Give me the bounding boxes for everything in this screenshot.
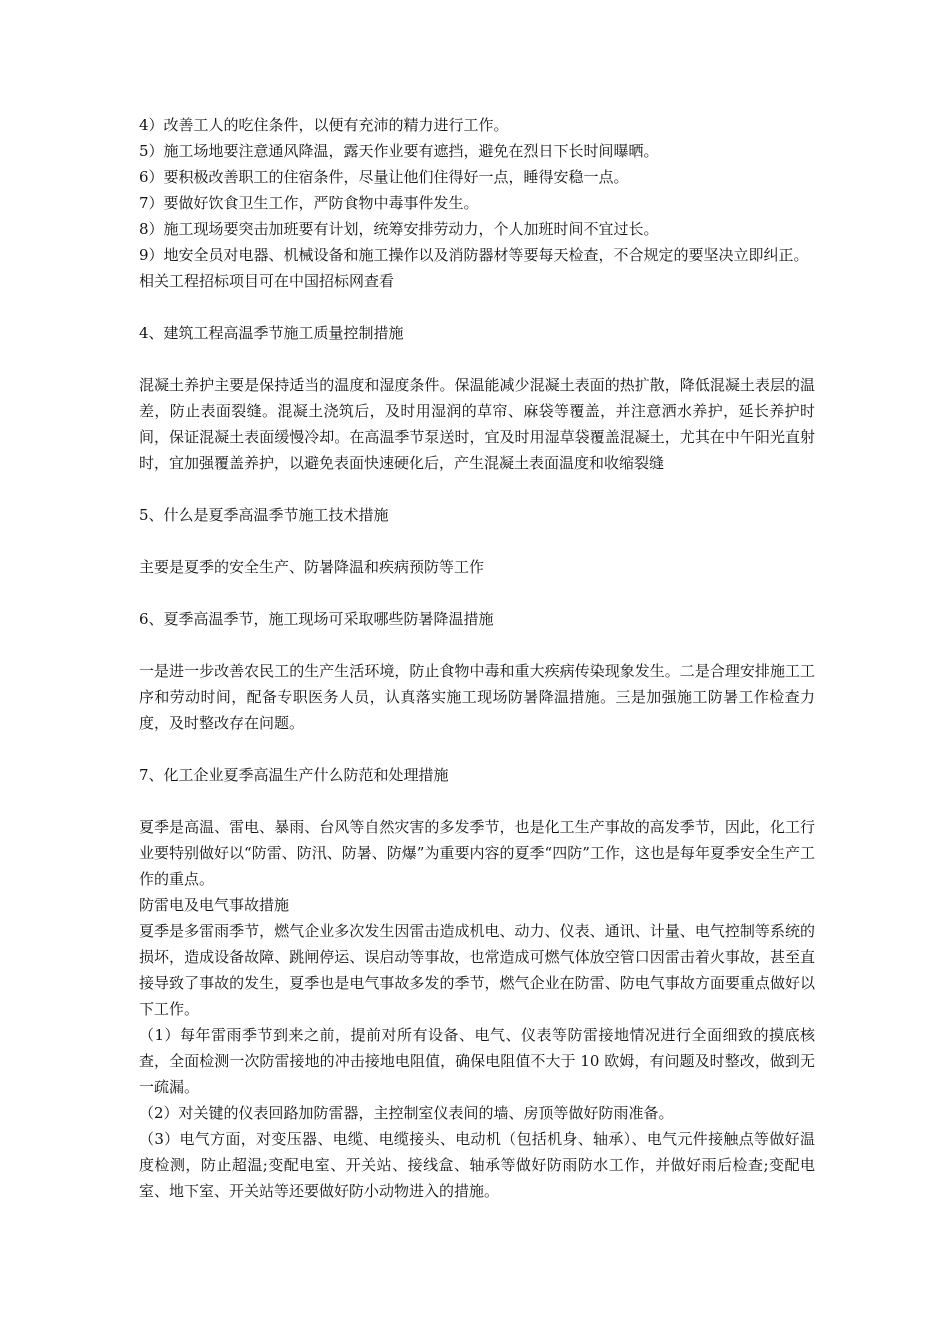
subsection-item: （3）电气方面，对变压器、电缆、电缆接头、电动机（包括机身、轴承）、电气元件接触点等做好温度检测，防止超温;变配电室、开关站、接线盒、轴承等做好防雨防水工作，并做好雨后检查;变配电室、地下室、开关站等还要做好防小动物进入的措施。: [139, 1130, 815, 1200]
document-page: [139, 112, 815, 1204]
list-item: 8）施工现场要突击加班要有计划，统筹安排劳动力，个人加班时间不宜过长。: [139, 220, 659, 238]
section-5: [139, 502, 815, 580]
subsection-intro: 夏季是多雷雨季节，燃气企业多次发生因雷击造成机电、动力、仪表、通讯、计量、电气控制等系统的损坏，造成设备故障、跳闸停运、误启动等事故，也常造成可燃气体放空管口因雷击着火事故，甚至直接导致了事故的发生，夏季也是电气事故多发的季节，燃气企业在防雷、防电气事故方面要重点做好以下工作。: [139, 922, 815, 1018]
reference-line: 相关工程招标项目可在中国招标网查看: [139, 272, 395, 290]
list-item: 6）要积极改善职工的住宿条件，尽量让他们住得好一点，睡得安稳一点。: [139, 168, 629, 186]
subsection-item: （1）每年雷雨季节到来之前，提前对所有设备、电气、仪表等防雷接地情况进行全面细致的摸底核查，全面检测一次防雷接地的冲击接地电阻值，确保电阻值不大于 10 欧姆，有问题及时整改，做到无一疏漏。: [139, 1026, 815, 1096]
list-item: 4）改善工人的吃住条件，以便有充沛的精力进行工作。: [139, 116, 509, 134]
section-6: [139, 606, 815, 736]
section-body: 夏季是高温、雷电、暴雨、台风等自然灾害的多发季节，也是化工生产事故的高发季节，因此，化工行业要特别做好以“防雷、防汛、防暑、防爆”为重要内容的夏季“四防”工作，这也是每年夏季安全生产工作的重点。: [139, 818, 815, 888]
section-heading: 6、夏季高温季节，施工现场可采取哪些防暑降温措施: [139, 610, 494, 628]
section-body: 一是进一步改善农民工的生产生活环境，防止食物中毒和重大疾病传染现象发生。二是合理安排施工工序和劳动时间，配备专职医务人员，认真落实施工现场防暑降温措施。三是加强施工防暑工作检查力度，及时整改存在问题。: [139, 662, 815, 732]
section-7: [139, 762, 815, 1204]
section-heading: 7、化工企业夏季高温生产什么防范和处理措施: [139, 766, 449, 784]
subsection-item: （2）对关键的仪表回路加防雷器，主控制室仪表间的墙、房顶等做好防雨准备。: [139, 1104, 674, 1122]
section-heading: 4、建筑工程高温季节施工质量控制措施: [139, 324, 404, 342]
list-item: 5）施工场地要注意通风降温，露天作业要有遮挡，避免在烈日下长时间曝晒。: [139, 142, 659, 160]
list-item: 7）要做好饮食卫生工作，严防食物中毒事件发生。: [139, 194, 479, 212]
section-4: [139, 320, 815, 476]
section-body: 主要是夏季的安全生产、防暑降温和疾病预防等工作: [139, 558, 485, 576]
section-heading: 5、什么是夏季高温季节施工技术措施: [139, 506, 389, 524]
section-body: 混凝土养护主要是保持适当的温度和湿度条件。保温能减少混凝土表面的热扩散，降低混凝土表层的温差，防止表面裂缝。混凝土浇筑后，及时用湿润的草帘、麻袋等覆盖，并注意洒水养护，延长养护时间，保证混凝土表面缓慢冷却。在高温季节泵送时，宜及时用湿草袋覆盖混凝土，尤其在中午阳光直射时，宜加强覆盖养护，以避免表面快速硬化后，产生混凝土表面温度和收缩裂缝: [139, 376, 815, 472]
list-item: 9）地安全员对电器、机械设备和施工操作以及消防器材等要每天检查，不合规定的要坚决立即纠正。: [139, 246, 809, 264]
top-list: [139, 112, 815, 294]
subsection-title: 防雷电及电气事故措施: [139, 896, 290, 914]
